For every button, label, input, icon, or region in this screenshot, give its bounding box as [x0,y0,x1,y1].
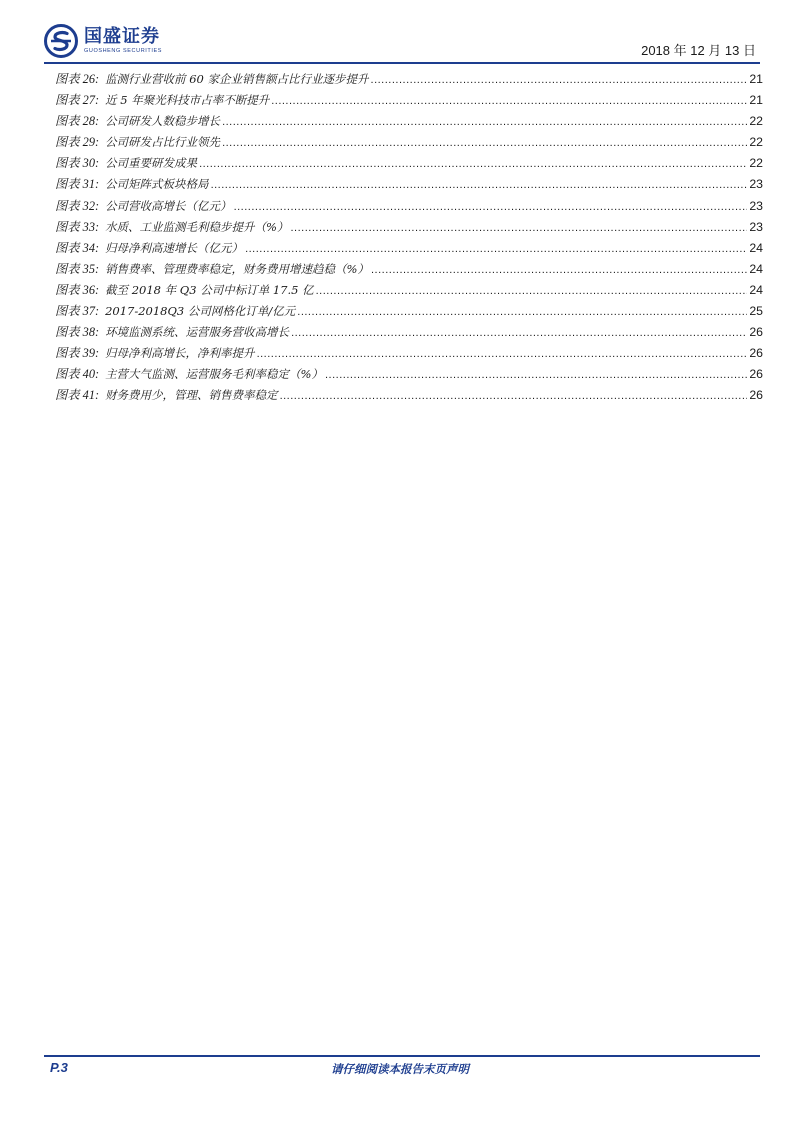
toc-entry-label: 图表 35: [55,261,100,276]
toc-entry-page: 26 [749,367,763,382]
toc-entry-title: 销售费率、管理费率稳定，财务费用增速趋稳（%） [105,261,369,276]
toc-entry[interactable] [55,153,763,174]
toc-entry-label: 图表 33: [55,219,100,234]
toc-entry-label: 图表 29: [55,135,100,150]
toc-entry-page: 26 [749,325,763,340]
toc-entry-label: 图表 26: [55,72,100,86]
toc-entry-page: 22 [749,135,763,150]
company-logo [44,24,162,58]
toc-entry-title: 公司研发占比行业领先 [105,135,221,150]
toc-entry-page: 22 [749,114,763,129]
toc-entry-page: 23 [749,198,763,213]
toc-dot-leader [291,218,748,239]
report-date: 2018 年 12 月 13 日 [641,43,756,58]
toc-entry[interactable] [55,238,763,259]
toc-dot-leader [291,323,747,344]
toc-entry[interactable] [55,217,763,238]
toc-entry-title: 2017-2018Q3 公司网格化订单/亿元 [105,304,296,319]
toc-dot-leader [222,112,747,133]
toc-dot-leader [245,239,747,260]
toc-entry-page: 23 [749,177,763,192]
toc-entry-title: 截至 2018 年 Q3 公司中标订单 17.5 亿 [105,282,314,297]
page-number: P.3 [50,1060,68,1075]
disclaimer-note: 请仔细阅读本报告末页声明 [331,1062,469,1076]
toc-entry-title: 公司研发人数稳步增长 [105,114,221,129]
toc-entry-page: 22 [749,156,763,171]
toc-entry[interactable] [55,196,763,217]
header-divider [44,62,760,64]
toc-dot-leader [325,365,747,386]
toc-entry-page: 21 [749,72,763,86]
toc-entry-label: 图表 40: [55,367,100,382]
toc-dot-leader [222,133,747,154]
logo-english-name: GUOSHENG SECURITIES [84,48,163,54]
figure-index-list [55,69,763,407]
toc-entry-title: 近 5 年聚光科技市占率不断提升 [105,93,270,108]
toc-dot-leader [271,91,747,112]
toc-entry[interactable] [55,174,763,195]
toc-entry[interactable] [55,343,763,364]
toc-entry-title: 环境监测系统、运营服务营收高增长 [105,325,290,340]
toc-entry-title: 财务费用少，管理、销售费率稳定 [105,388,278,403]
toc-entry-label: 图表 28: [55,114,100,129]
logo-chinese-name: 国盛证券 [84,26,160,47]
toc-entry-page: 26 [749,388,763,403]
toc-entry-title: 公司营收高增长（亿元） [105,198,232,213]
guosheng-logo-icon [44,24,78,58]
toc-entry-title: 公司矩阵式板块格局 [105,177,209,192]
toc-dot-leader [371,260,747,281]
toc-entry-page: 24 [749,282,763,297]
toc-entry-label: 图表 37: [55,304,100,319]
toc-entry-page: 25 [749,304,763,319]
toc-dot-leader [234,197,748,218]
toc-entry-title: 主营大气监测、运营服务毛利率稳定（%） [105,367,323,382]
toc-entry[interactable] [55,385,763,406]
toc-entry[interactable] [55,364,763,385]
toc-entry-label: 图表 34: [55,240,100,255]
toc-dot-leader [257,344,748,365]
footer-divider [44,1055,760,1057]
toc-entry-label: 图表 27: [55,93,100,108]
toc-entry-label: 图表 41: [55,388,100,403]
toc-entry[interactable] [55,280,763,301]
toc-entry-label: 图表 36: [55,282,100,297]
toc-entry[interactable] [55,132,763,153]
toc-entry-title: 水质、工业监测毛利稳步提升（%） [105,219,289,234]
toc-entry[interactable] [55,301,763,322]
toc-entry-page: 21 [749,93,763,108]
toc-entry-title: 公司重要研发成果 [105,156,198,171]
toc-entry-page: 24 [749,261,763,276]
toc-dot-leader [297,302,747,323]
toc-entry-title: 监测行业营收前 60 家企业销售额占比行业逐步提升 [105,72,369,86]
toc-entry-label: 图表 30: [55,156,100,171]
toc-entry-page: 26 [749,346,763,361]
toc-entry[interactable] [55,69,763,90]
toc-entry[interactable] [55,90,763,111]
toc-entry-label: 图表 32: [55,198,100,213]
toc-entry-label: 图表 39: [55,346,100,361]
toc-dot-leader [280,386,748,407]
toc-dot-leader [316,281,748,302]
toc-dot-leader [371,70,748,91]
page-header [44,22,760,62]
toc-entry-label: 图表 31: [55,177,100,192]
toc-entry-title: 归母净利高速增长（亿元） [105,240,244,255]
toc-entry-page: 24 [749,240,763,255]
toc-entry-label: 图表 38: [55,325,100,340]
toc-entry[interactable] [55,322,763,343]
toc-entry-page: 23 [749,219,763,234]
toc-dot-leader [199,154,747,175]
toc-entry[interactable] [55,111,763,132]
toc-entry-title: 归母净利高增长，净利率提升 [105,346,255,361]
toc-entry[interactable] [55,259,763,280]
toc-dot-leader [211,175,748,196]
